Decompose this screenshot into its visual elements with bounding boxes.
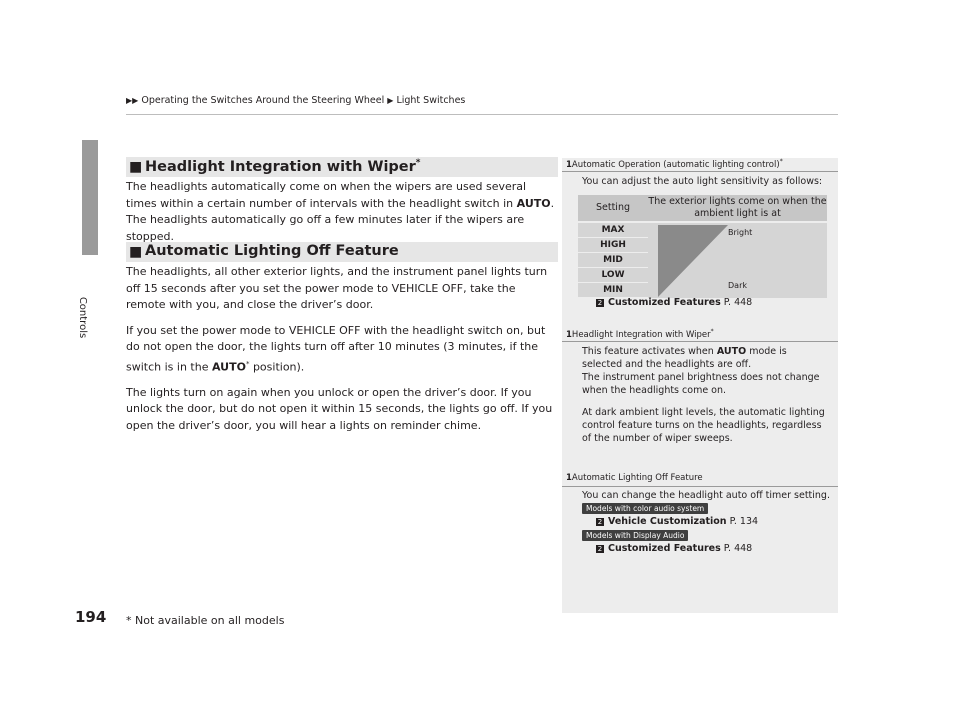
breadcrumb-arrow-icon: ▶▶ <box>126 96 139 105</box>
bright-label: Bright <box>728 228 753 237</box>
note3-rule <box>562 486 838 487</box>
reference-arrow-icon: 2 <box>597 545 603 553</box>
reference-arrow-icon: 2 <box>597 299 603 307</box>
page-number: 194 <box>75 608 107 626</box>
sensitivity-table <box>578 195 827 298</box>
section2-body: The headlights, all other exterior lights, and the instrument panel lights turn off 15 seconds after you set the power mode to VEHICLE OFF, take the remote with you, and close the driver’s door. If you set the power mode to VEHICLE OFF with the headlight switch on, but do not open the door, the lights turn off after 10 minutes (3 minutes, if the switch is in the AUTO* position). The lights turn on again when you unlock or open the driver’s door. If you unlock the door, but do not open it within 15 seconds, the lights go off. If you open the driver’s door, you will hear a lights on reminder chime. <box>126 265 553 432</box>
note1-heading: 1Automatic Operation (automatic lighting control)* <box>566 158 783 170</box>
table-row-label: LOW <box>578 268 648 283</box>
footnote: * Not available on all models <box>126 614 285 627</box>
ambient-light-cell <box>648 223 827 298</box>
table-row-label: MIN <box>578 283 648 298</box>
table-col-setting: Setting <box>595 202 630 213</box>
reference-arrow-icon: 2 <box>597 518 603 526</box>
breadcrumb <box>126 95 465 106</box>
breadcrumb-arrow-icon: ▶ <box>387 96 394 105</box>
customized-features-link[interactable]: 2 Customized Features P. 448 <box>597 297 753 308</box>
section-heading-wiper: ■ Headlight Integration with Wiper* <box>126 157 558 177</box>
table-settings-column <box>578 223 648 298</box>
section-heading-auto-off: ■ Automatic Lighting Off Feature <box>126 242 558 262</box>
note1-rule <box>562 171 838 172</box>
note2-text: This feature activates when AUTO mode is selected and the headlights are off. The instrument panel brightness does not change when the headlights come on. At dark ambient light levels, the automatic lighting control feature turns on the headlights, regardless of the number of wiper sweeps. <box>582 346 825 444</box>
note3-text: You can change the headlight auto off timer setting. <box>582 490 830 501</box>
customized-features-link-2[interactable]: 2 Customized Features P. 448 <box>597 543 753 554</box>
table-row-label: MAX <box>578 223 648 238</box>
square-bullet-icon: ■ <box>129 244 143 260</box>
model-tag-color-audio: Models with color audio system <box>582 503 708 514</box>
breadcrumb-part1[interactable]: Operating the Switches Around the Steering Wheel <box>141 95 385 106</box>
header-divider <box>126 114 838 115</box>
table-row-label: HIGH <box>578 238 648 253</box>
table-row-label: MID <box>578 253 648 268</box>
note3-heading: 1Automatic Lighting Off Feature <box>566 473 703 483</box>
vehicle-customization-link[interactable]: 2 Vehicle Customization P. 134 <box>597 516 759 527</box>
table-col-ambient: The exterior lights come on when the ambient light is at <box>648 196 827 219</box>
brightness-ramp-graphic <box>658 225 728 297</box>
section1-body: The headlights automatically come on when the wipers are used several times within a certain number of intervals with the headlight switch in AUTO. The headlights automatically go off a few minutes later if the wipers are stopped. <box>126 180 555 243</box>
dark-label: Dark <box>728 281 747 290</box>
breadcrumb-part2[interactable]: Light Switches <box>396 95 466 106</box>
chapter-tab <box>82 140 98 255</box>
model-tag-display-audio: Models with Display Audio <box>582 530 688 541</box>
note1-text: You can adjust the auto light sensitivity as follows: <box>582 176 823 187</box>
note2-rule <box>562 341 838 342</box>
square-bullet-icon: ■ <box>129 159 143 175</box>
chapter-label: Controls <box>77 296 89 339</box>
note2-heading: 1Headlight Integration with Wiper* <box>566 328 714 340</box>
sensitivity-table-header <box>578 195 827 221</box>
